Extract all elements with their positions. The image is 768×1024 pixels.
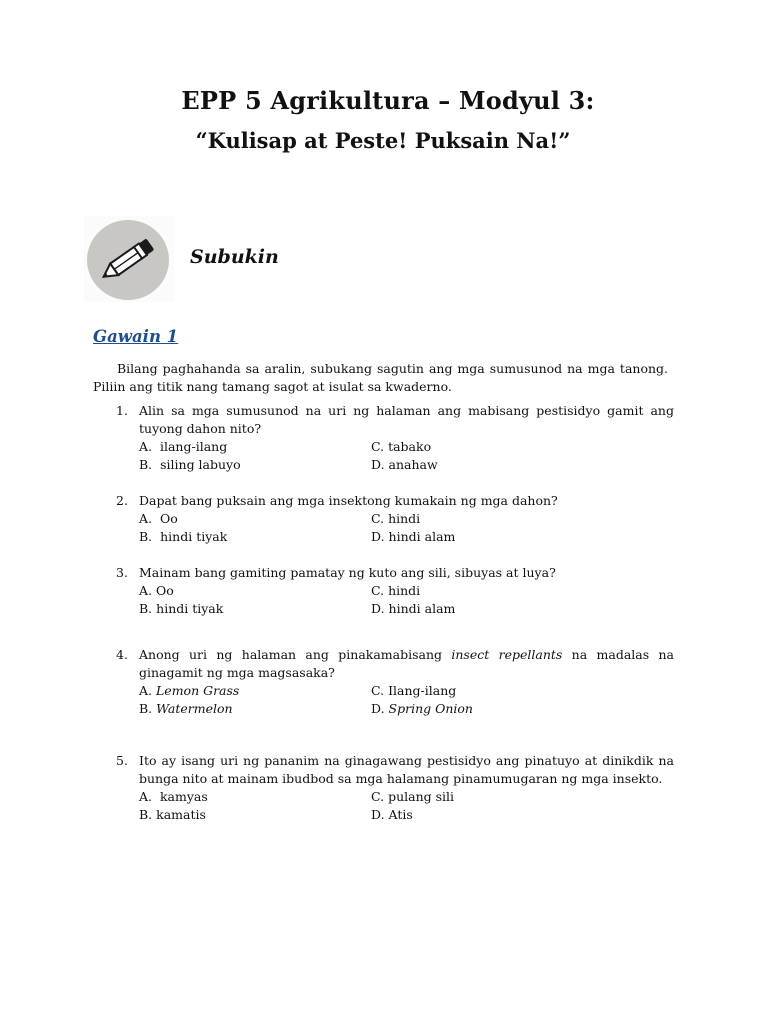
module-subtitle: “Kulisap at Peste! Puksain Na!” [195, 128, 571, 153]
answer-options [139, 582, 674, 618]
answer-options [139, 788, 674, 824]
option-letter: B. [139, 701, 153, 716]
question-number: 5. [116, 753, 128, 768]
option-text: kamyas [159, 789, 208, 804]
answer-options [139, 682, 674, 718]
option-text: Atis [388, 807, 413, 822]
option-letter: A. [139, 683, 153, 698]
option-c [371, 788, 454, 806]
option-text: kamatis [156, 807, 206, 822]
answer-options [139, 438, 674, 474]
question-text-plain: Mainam bang gamiting pamatay ng kuto ang sili, sibuyas at luya? [139, 565, 556, 580]
option-b [139, 456, 241, 474]
option-b [139, 600, 223, 618]
question-number: 4. [116, 647, 128, 662]
option-text: Ilang-ilang [388, 683, 457, 698]
question-text [139, 402, 674, 438]
option-a [139, 438, 227, 456]
option-letter: B. [139, 529, 153, 544]
option-a [139, 682, 239, 700]
option-letter: C. [371, 511, 385, 526]
question-5 [116, 752, 674, 824]
option-letter: C. [371, 583, 385, 598]
option-c [371, 438, 431, 456]
option-text: hindi alam [388, 529, 456, 544]
section-title: Subukin [190, 246, 279, 268]
option-letter: B. [139, 457, 153, 472]
question-4 [116, 646, 674, 718]
option-a [139, 510, 178, 528]
option-text: hindi tiyak [156, 601, 224, 616]
option-text: Lemon Grass [156, 683, 240, 698]
question-text-plain: Alin sa mga sumusunod na uri ng halaman ang mabisang pestisidyo gamit ang tuyong dahon nito? [139, 403, 674, 436]
question-text-plain: Ito ay isang uri ng pananim na ginagawang pestisidyo ang pinatuyo at dinikdik na bunga nito at mainam ibudbod sa mga halamang pinamumugaran ng mga insekto. [139, 753, 674, 786]
option-d [371, 600, 455, 618]
option-letter: D. [371, 807, 385, 822]
option-b [139, 806, 206, 824]
answer-options [139, 510, 674, 546]
option-text: hindi [388, 511, 421, 526]
module-title: EPP 5 Agrikultura – Modyul 3: [181, 86, 595, 115]
option-letter: D. [371, 701, 385, 716]
option-letter: D. [371, 529, 385, 544]
question-number: 3. [116, 565, 128, 580]
option-text: hindi tiyak [160, 529, 228, 544]
option-text: anahaw [388, 457, 438, 472]
option-letter: B. [139, 601, 153, 616]
question-text-plain: na madalas na ginagamit ng mga magsasaka? [139, 647, 674, 680]
question-text [139, 492, 674, 510]
pencil-icon [84, 216, 174, 302]
option-c [371, 510, 420, 528]
option-letter: C. [371, 683, 385, 698]
option-d [371, 456, 438, 474]
option-d [371, 528, 455, 546]
option-text: tabako [388, 439, 432, 454]
option-letter: D. [371, 457, 385, 472]
section-icon-container [84, 216, 174, 302]
option-b [139, 700, 233, 718]
question-text-plain: Dapat bang puksain ang mga insektong kumakain ng mga dahon? [139, 493, 558, 508]
option-letter: A. [139, 439, 153, 454]
option-text: siling labuyo [160, 457, 241, 472]
option-letter: A. [139, 583, 153, 598]
question-text [139, 752, 674, 788]
option-b [139, 528, 227, 546]
option-c [371, 682, 456, 700]
question-number: 2. [116, 493, 128, 508]
option-text: Watermelon [156, 701, 233, 716]
question-number: 1. [116, 403, 128, 418]
question-text [139, 646, 674, 682]
option-text: Spring Onion [388, 701, 473, 716]
option-d [371, 700, 473, 718]
activity-title: Gawain 1 [93, 327, 179, 346]
option-d [371, 806, 413, 824]
option-a [139, 788, 208, 806]
option-text: pulang sili [388, 789, 455, 804]
option-text: Oo [159, 511, 178, 526]
question-3 [116, 564, 674, 618]
question-text [139, 564, 674, 582]
option-text: Oo [156, 583, 174, 598]
option-letter: A. [139, 511, 153, 526]
question-text-italic: insect repellants [451, 647, 563, 662]
question-2 [116, 492, 674, 546]
option-letter: B. [139, 807, 153, 822]
option-c [371, 582, 420, 600]
option-letter: A. [139, 789, 153, 804]
option-text: hindi alam [388, 601, 456, 616]
question-1 [116, 402, 674, 474]
option-text: hindi [388, 583, 421, 598]
option-text: ilang-ilang [159, 439, 228, 454]
question-text-plain: Anong uri ng halaman ang pinakamabisang [139, 647, 452, 662]
option-letter: D. [371, 601, 385, 616]
activity-instructions: Bilang paghahanda sa aralin, subukang sagutin ang mga sumusunod na mga tanong. Piliin ang titik nang tamang sagot at isulat sa kwaderno. [93, 361, 668, 394]
option-letter: C. [371, 789, 385, 804]
option-a [139, 582, 174, 600]
option-letter: C. [371, 439, 385, 454]
